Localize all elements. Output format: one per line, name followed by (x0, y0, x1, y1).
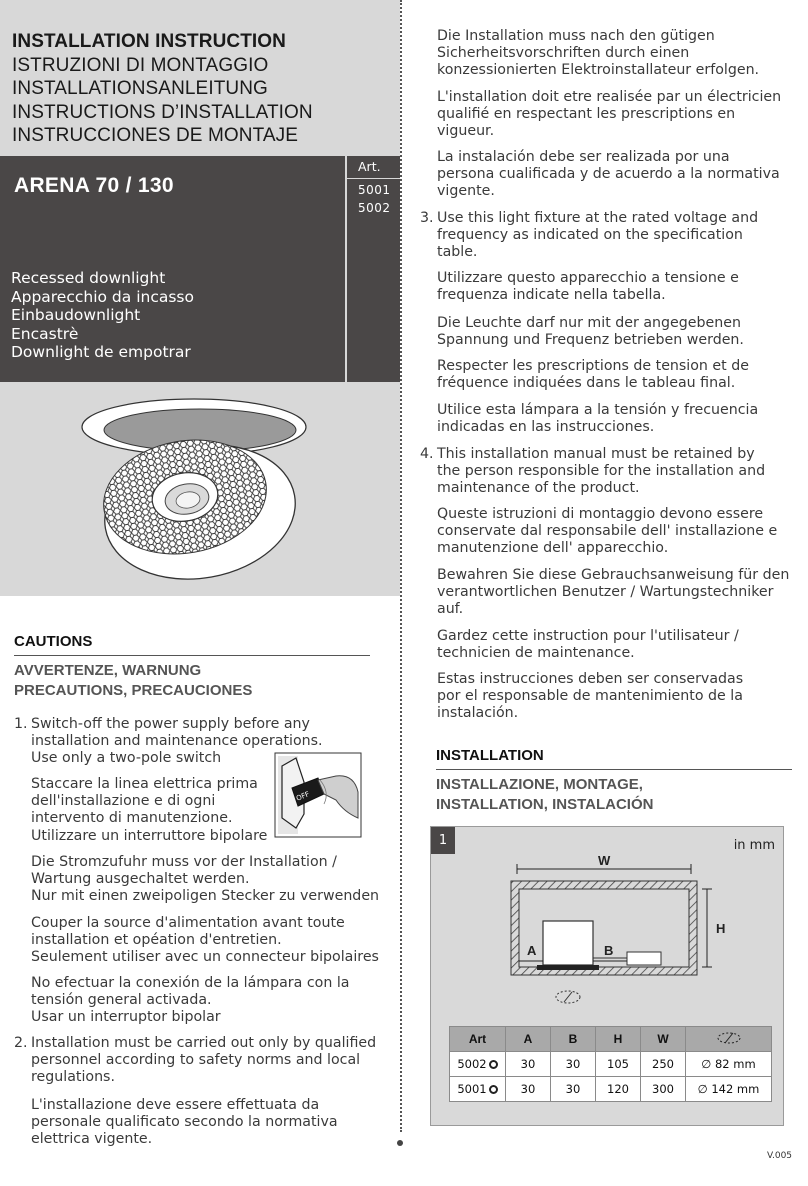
caution-1-it: Staccare la linea elettrica prima dell'installazione e di ogni intervento di manutenzione. Utilizzare un interruttore bipolare (31, 776, 268, 844)
article-number: 5002 (358, 201, 391, 215)
installation-figure (430, 826, 784, 1126)
caution-4-fr: Gardez cette instruction pour l'utilisateur / technicien de maintenance. (437, 628, 739, 662)
spec-header-h: H (596, 1027, 641, 1052)
item-number: 3. (420, 210, 434, 226)
spec-b-cell: 30 (551, 1077, 596, 1102)
caution-3-fr: Respecter les prescriptions de tension et de fréquence indiquées dans le tableau final. (437, 358, 749, 392)
spec-table (449, 1026, 772, 1102)
caution-3-en: Use this light fixture at the rated voltage and frequency as indicated on the specification table. (437, 210, 759, 261)
caution-4-de: Bewahren Sie diese Gebrauchsanweisung für den verantwortlichen Benutzer / Wartungstechniker auf. (437, 567, 790, 618)
item-number: 4. (420, 446, 434, 462)
spec-a-cell: 30 (506, 1077, 551, 1102)
caution-3-de: Die Leuchte darf nur mit der angegebenen Spannung und Frequenz betrieben werden. (437, 315, 744, 349)
installation-subheading (436, 775, 653, 814)
dimension-a-label: A (527, 943, 537, 958)
product-types (11, 269, 194, 362)
caution-1-es: No efectuar la conexión de la lámpara con la tensión general activada. Usar un interruptor bipolar (31, 975, 350, 1026)
version-label: V.005 (767, 1151, 793, 1161)
cautions-subheading (14, 661, 252, 700)
cautions-heading: CAUTIONS (14, 633, 93, 650)
spec-w-cell: 250 (641, 1052, 686, 1077)
divider-bullet (397, 1140, 403, 1146)
figure-number: 1 (431, 827, 455, 854)
spec-w-cell: 300 (641, 1077, 686, 1102)
diameter-icon: ∅ (697, 1082, 712, 1096)
installation-heading: INSTALLATION (436, 747, 544, 764)
caution-2-es: La instalación debe ser realizada por una persona cualificada y de acuerdo a la normativa vigente. (437, 149, 780, 200)
article-label: Art. (358, 159, 381, 174)
ring-icon (489, 1085, 498, 1094)
dimension-b-label: B (604, 943, 614, 958)
caution-4-en: This installation manual must be retained by the person responsible for the installation and maintenance of the product. (437, 446, 766, 497)
spec-h-cell: 105 (596, 1052, 641, 1077)
switch-off-icon (274, 752, 362, 838)
title-it: ISTRUZIONI DI MONTAGGIO (12, 54, 269, 76)
cautions-subheading-line: AVVERTENZE, WARNUNG (14, 662, 202, 679)
cautions-subheading-line: PRECAUTIONS, PRECAUCIONES (14, 681, 253, 699)
art-number: 5001 (457, 1082, 487, 1096)
caution-1-en: Switch-off the power supply before any installation and maintenance operations. Use only a two-pole switch (31, 716, 323, 767)
column-divider (400, 0, 402, 1132)
spec-b-cell: 30 (551, 1052, 596, 1077)
downlight-illustration (0, 382, 400, 596)
table-row (450, 1077, 772, 1102)
product-divider (345, 156, 347, 382)
instruction-titles (0, 0, 400, 156)
caution-2-fr: L'installation doit etre realisée par un électricien qualifié en respectant les prescriptions en vigueur. (437, 89, 782, 140)
product-block (0, 156, 400, 382)
diameter-value: 82 mm (714, 1057, 756, 1071)
spec-header-a: A (506, 1027, 551, 1052)
spec-a-cell: 30 (506, 1052, 551, 1077)
title-en: INSTALLATION INSTRUCTION (12, 31, 287, 52)
article-number: 5001 (358, 183, 391, 197)
caution-2-en: Installation must be carried out only by qualified personnel according to safety norms and local regulations. (31, 1035, 377, 1086)
product-type-it: Apparecchio da incasso (11, 287, 194, 306)
caution-3-es: Utilice esta lámpara a la tensión y frecuencia indicadas en las instrucciones. (437, 402, 759, 436)
cutout-diameter-icon (716, 1031, 742, 1045)
caution-3-it: Utilizzare questo apparecchio a tensione e frequenza indicate nella tabella. (437, 270, 739, 304)
diameter-value: 142 mm (711, 1082, 760, 1096)
spec-header-art: Art (450, 1027, 506, 1052)
figure-unit: in mm (733, 838, 775, 853)
product-name: ARENA 70 / 130 (14, 174, 174, 197)
item-number: 2. (14, 1035, 28, 1051)
dimension-w-label: W (598, 853, 611, 868)
title-de: INSTALLATIONSANLEITUNG (12, 78, 268, 99)
caution-4-it: Queste istruzioni di montaggio devono essere conservate dal responsabile dell' installazione e manutenzione dell' apparecchio. (437, 506, 778, 557)
spec-header-b: B (551, 1027, 596, 1052)
title-es: INSTRUCCIONES DE MONTAJE (12, 125, 299, 146)
spec-header-row (450, 1027, 772, 1052)
ring-icon (489, 1060, 498, 1069)
caution-4-es: Estas instrucciones deben ser conservadas por el responsable de mantenimiento de la instalación. (437, 671, 744, 722)
caution-2-de: Die Installation muss nach den gütigen Sicherheitsvorschriften durch einen konzessionierten Elektroinstallateur erfolgen. (437, 28, 760, 79)
installation-subheading-line: INSTALLAZIONE, MONTAGE, (436, 776, 643, 793)
spec-diameter-cell (686, 1052, 772, 1077)
spec-header-w: W (641, 1027, 686, 1052)
spec-art-cell (450, 1052, 506, 1077)
product-type-fr: Encastrè (11, 324, 79, 343)
installation-subheading-line: INSTALLATION, INSTALACIÓN (436, 795, 654, 813)
switch-off-label: OFF (295, 790, 311, 803)
article-rule (347, 178, 400, 179)
product-type-de: Einbaudownlight (11, 306, 141, 324)
spec-h-cell: 120 (596, 1077, 641, 1102)
diameter-icon: ∅ (701, 1057, 715, 1071)
spec-art-cell (450, 1077, 506, 1102)
installation-rule (436, 769, 792, 770)
cautions-rule (14, 655, 370, 656)
caution-1-fr: Couper la source d'alimentation avant toute installation et opéation d'entretien. Seulement utiliser avec un connecteur bipolaires (31, 915, 379, 966)
product-image-area (0, 382, 400, 596)
product-type-en: Recessed downlight (11, 269, 166, 287)
caution-2-it: L'installazione deve essere effettuata da personale qualificato secondo la normativa elettrica vigente. (31, 1097, 338, 1148)
art-number: 5002 (457, 1057, 487, 1071)
table-row (450, 1052, 772, 1077)
title-fr: INSTRUCTIONS D’INSTALLATION (12, 101, 313, 123)
spec-diameter-cell (686, 1077, 772, 1102)
item-number: 1. (14, 716, 28, 732)
dimension-h-label: H (716, 921, 726, 936)
cutout-diagram (431, 827, 785, 1017)
caution-1-de: Die Stromzufuhr muss vor der Installation / Wartung ausgechaltet werden. Nur mit einen zweipoligen Stecker zu verwenden (31, 854, 380, 905)
product-type-es: Downlight de empotrar (11, 343, 191, 361)
spec-header-cutout (686, 1027, 772, 1052)
